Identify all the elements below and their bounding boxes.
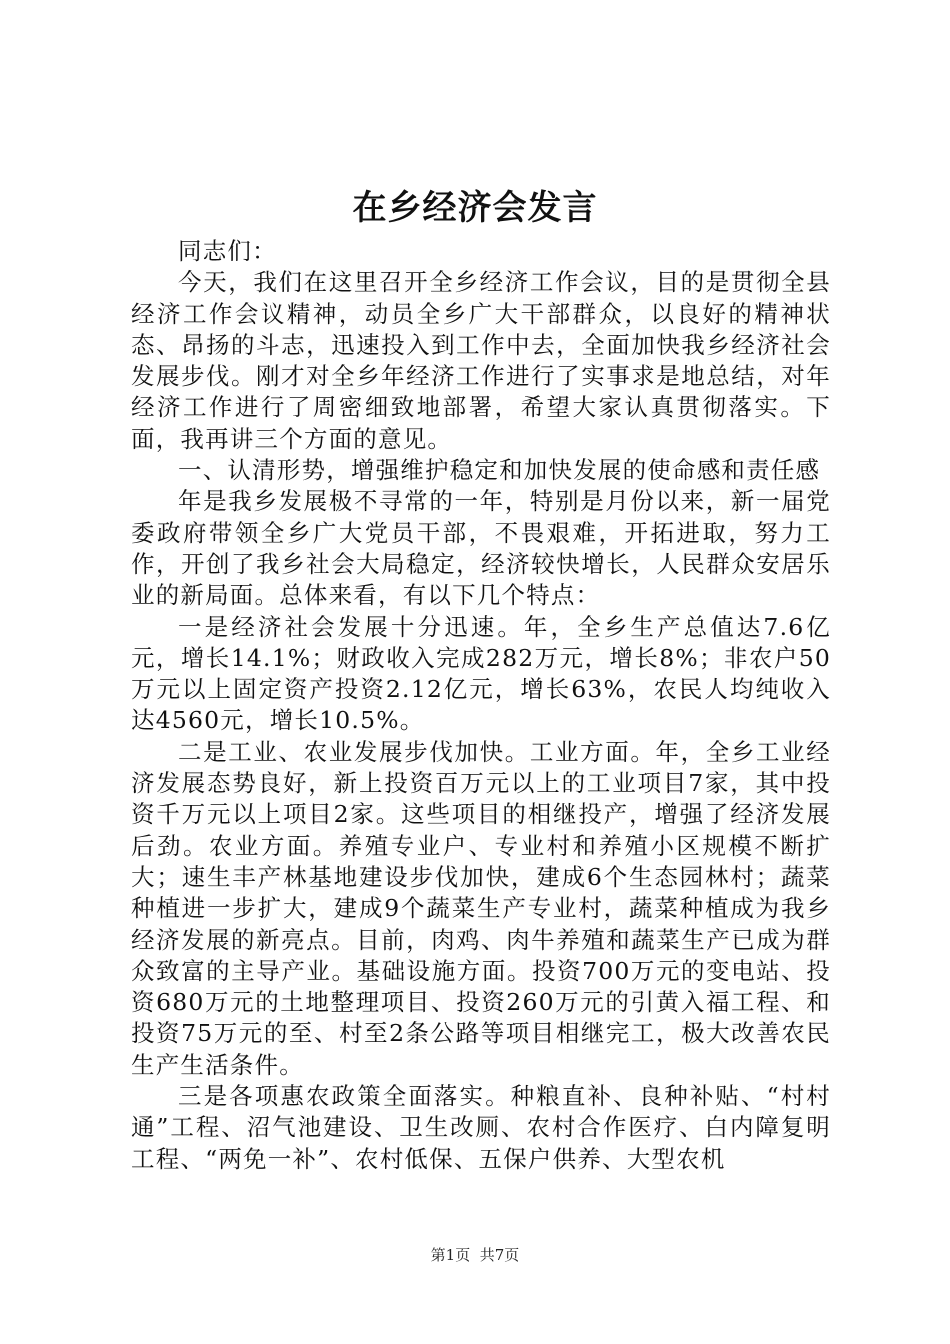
body-paragraph: 一是经济社会发展十分迅速。年，全乡生产总值达7.6亿元，增长14.1%；财政收入完成282万元，增长8%；非农户50万元以上固定资产投资2.12亿元，增长63%，农民人均纯收入达4560元，增长10.5%。 [131,612,831,735]
total-pages: 共7页 [479,1246,520,1264]
page-footer [0,1245,950,1265]
body-paragraph: 二是工业、农业发展步伐加快。工业方面。年，全乡工业经济发展态势良好，新上投资百万元以上的工业项目7家，其中投资千万元以上项目2家。这些项目的相继投产，增强了经济发展后劲。农业方面。养殖专业户、专业村和养殖小区规模不断扩大；速生丰产林基地建设步伐加快，建成6个生态园林村；蔬菜种植进一步扩大，建成9个蔬菜生产专业村，蔬菜种植成为我乡经济发展的新亮点。目前，肉鸡、肉牛养殖和蔬菜生产已成为群众致富的主导产业。基础设施方面。投资700万元的变电站、投资680万元的土地整理项目、投资260万元的引黄入福工程、和投资75万元的至、村至2条公路等项目相继完工，极大改善农民生产生活条件。 [131,737,831,1079]
body-paragraph: 今天，我们在这里召开全乡经济工作会议，目的是贯彻全县经济工作会议精神，动员全乡广大干部群众，以良好的精神状态、昂扬的斗志，迅速投入到工作中去，全面加快我乡经济社会发展步伐。刚才对全乡年经济工作进行了实事求是地总结，对年经济工作进行了周密细致地部署，希望大家认真贯彻落实。下面，我再讲三个方面的意见。 [131,268,831,453]
document-body [131,236,831,1175]
section-heading-paragraph: 一、认清形势，增强维护稳定和加快发展的使命感和责任感 [178,456,821,485]
page-number: 第1页 [430,1246,471,1264]
document-title: 在乡经济会发言 [352,188,598,228]
salutation-paragraph: 同志们： [178,237,277,265]
body-paragraph: 三是各项惠农政策全面落实。种粮直补、良种补贴、“村村通”工程、沼气池建设、卫生改厕、农村合作医疗、白内障复明工程、“两免一补”、农村低保、五保户供养、大型农机 [131,1082,831,1173]
footer-spacer [470,1246,480,1264]
body-paragraph: 年是我乡发展极不寻常的一年，特别是月份以来，新一届党委政府带领全乡广大党员干部，不畏艰难，开拓进取，努力工作，开创了我乡社会大局稳定，经济较快增长，人民群众安居乐业的新局面。总体来看，有以下几个特点： [131,487,831,610]
